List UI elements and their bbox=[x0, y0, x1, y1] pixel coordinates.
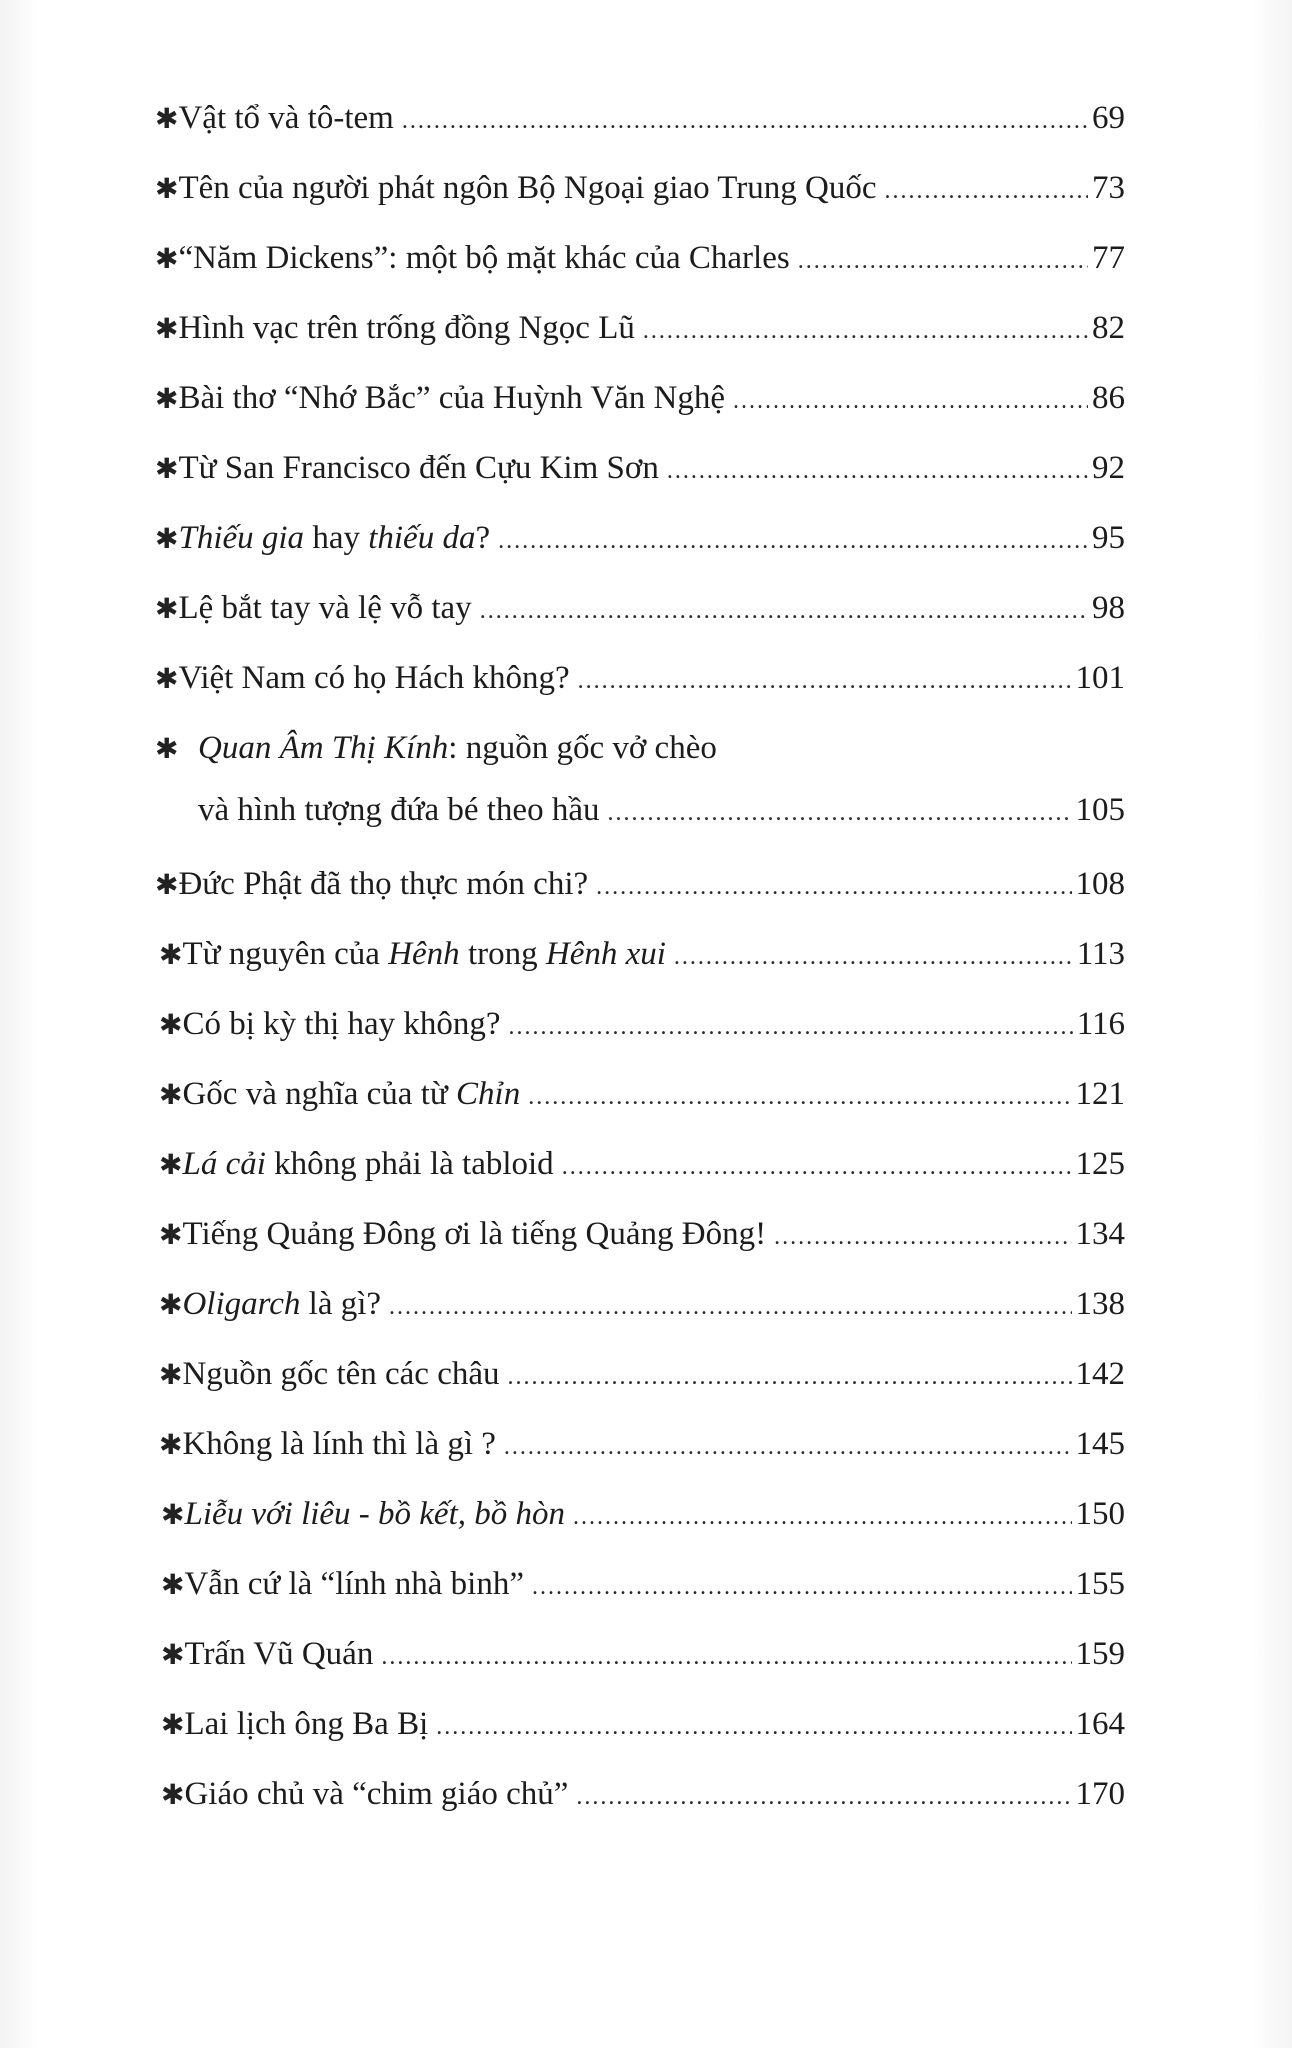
entry-title: Vật tổ và tô-tem bbox=[178, 100, 394, 136]
toc-entry bbox=[159, 1074, 1125, 1144]
leader-dots bbox=[596, 867, 1071, 907]
entry-title bbox=[182, 1074, 520, 1114]
toc-entry bbox=[159, 1354, 1125, 1424]
bullet-star-icon: ✱ bbox=[159, 1148, 183, 1181]
entry-title: Lệ bắt tay và lệ vỗ tay bbox=[178, 590, 472, 626]
leader-dots bbox=[532, 1567, 1072, 1607]
toc-entry bbox=[155, 168, 1125, 238]
leader-dots bbox=[578, 661, 1072, 701]
bullet-star-icon: ✱ bbox=[159, 1218, 183, 1251]
toc-entry bbox=[155, 98, 1125, 168]
entry-title-text: trong bbox=[459, 936, 546, 972]
page-number: 95 bbox=[1092, 520, 1125, 556]
bullet-star-icon: ✱ bbox=[155, 102, 179, 135]
entry-title-italic: Lá cải bbox=[182, 1146, 266, 1182]
entry-title-italic: Liễu với liêu - bồ kết, bồ hòn bbox=[184, 1496, 565, 1532]
page-number: 159 bbox=[1075, 1636, 1125, 1672]
leader-dots bbox=[508, 1357, 1072, 1397]
entry-title-text: ? bbox=[475, 520, 491, 556]
page-number: 142 bbox=[1075, 1356, 1125, 1392]
leader-dots bbox=[528, 1077, 1071, 1117]
toc-entry bbox=[155, 238, 1125, 308]
bullet-star-icon: ✱ bbox=[159, 1008, 183, 1041]
toc-entry bbox=[161, 1564, 1125, 1634]
bullet-star-icon: ✱ bbox=[155, 868, 179, 901]
table-of-contents bbox=[155, 98, 1125, 1844]
toc-entry bbox=[159, 1424, 1125, 1494]
leader-dots bbox=[607, 793, 1071, 833]
bullet-star-icon: ✱ bbox=[155, 592, 179, 625]
page-number: 150 bbox=[1075, 1496, 1125, 1532]
leader-dots bbox=[504, 1427, 1072, 1467]
leader-dots bbox=[389, 1287, 1071, 1327]
page-number: 101 bbox=[1075, 660, 1125, 696]
bullet-star-icon: ✱ bbox=[159, 1288, 183, 1321]
page-number: 92 bbox=[1092, 450, 1125, 486]
entry-title: Bài thơ “Nhớ Bắc” của Huỳnh Văn Nghệ bbox=[178, 380, 726, 416]
page-number: 98 bbox=[1092, 590, 1125, 626]
entry-title: Tên của người phát ngôn Bộ Ngoại giao Trung Quốc bbox=[178, 170, 877, 206]
toc-entry bbox=[161, 1774, 1125, 1844]
page-number: 73 bbox=[1092, 170, 1125, 206]
toc-entry bbox=[155, 588, 1125, 658]
bullet-star-icon: ✱ bbox=[155, 172, 179, 205]
toc-entry bbox=[155, 658, 1125, 728]
page-number: 155 bbox=[1075, 1566, 1125, 1602]
entry-title bbox=[182, 934, 665, 974]
entry-title-italic: Quan Âm Thị Kính bbox=[198, 730, 449, 766]
page-number: 77 bbox=[1092, 240, 1125, 276]
toc-entry bbox=[159, 1284, 1125, 1354]
entry-title-italic: Hênh xui bbox=[545, 936, 666, 972]
leader-dots bbox=[509, 1007, 1073, 1047]
entry-title: Từ San Francisco đến Cựu Kim Sơn bbox=[178, 450, 659, 486]
toc-entry bbox=[159, 1004, 1125, 1074]
toc-entry bbox=[155, 728, 1125, 864]
bullet-star-icon: ✱ bbox=[155, 732, 179, 765]
entry-title-italic: thiếu da bbox=[368, 520, 476, 556]
page-number: 108 bbox=[1075, 866, 1125, 902]
leader-dots bbox=[798, 241, 1088, 281]
bullet-star-icon: ✱ bbox=[159, 1358, 183, 1391]
bullet-star-icon: ✱ bbox=[159, 1078, 183, 1111]
toc-entry bbox=[161, 1704, 1125, 1774]
page-number: 145 bbox=[1075, 1426, 1125, 1462]
entry-title-text: không phải là tabloid bbox=[265, 1146, 554, 1182]
entry-title: Nguồn gốc tên các châu bbox=[182, 1356, 500, 1392]
toc-entry bbox=[155, 864, 1125, 934]
entry-title-text: : nguồn gốc vở chèo bbox=[448, 730, 717, 766]
page-number: 86 bbox=[1092, 380, 1125, 416]
leader-dots bbox=[436, 1707, 1071, 1747]
toc-entry bbox=[159, 1214, 1125, 1284]
entry-title: Không là lính thì là gì ? bbox=[182, 1426, 496, 1462]
leader-dots bbox=[576, 1777, 1071, 1817]
entry-title-text: hay bbox=[304, 520, 369, 556]
leader-dots bbox=[884, 171, 1088, 211]
entry-title: Hình vạc trên trống đồng Ngọc Lũ bbox=[178, 310, 635, 346]
entry-title bbox=[184, 1494, 565, 1534]
page-number: 116 bbox=[1076, 1006, 1125, 1042]
leader-dots bbox=[562, 1147, 1072, 1187]
toc-entry bbox=[155, 448, 1125, 518]
page-number: 164 bbox=[1075, 1706, 1125, 1742]
entry-title-text: Gốc và nghĩa của từ bbox=[182, 1076, 457, 1112]
leader-dots bbox=[480, 591, 1088, 631]
entry-title-text: Từ nguyên của bbox=[182, 936, 389, 972]
bullet-star-icon: ✱ bbox=[155, 662, 179, 695]
entry-title bbox=[182, 1284, 381, 1324]
toc-entry bbox=[155, 378, 1125, 448]
page-number: 170 bbox=[1075, 1776, 1125, 1812]
bullet-star-icon: ✱ bbox=[161, 1708, 185, 1741]
page-number: 138 bbox=[1075, 1286, 1125, 1322]
entry-title: “Năm Dickens”: một bộ mặt khác của Charles bbox=[178, 240, 790, 276]
bullet-star-icon: ✱ bbox=[155, 522, 179, 555]
entry-title: Giáo chủ và “chim giáo chủ” bbox=[184, 1776, 569, 1812]
bullet-star-icon: ✱ bbox=[155, 382, 179, 415]
entry-title bbox=[182, 1144, 553, 1184]
bullet-star-icon: ✱ bbox=[161, 1778, 185, 1811]
page-number: 105 bbox=[1075, 792, 1125, 828]
page-number: 125 bbox=[1075, 1146, 1125, 1182]
bullet-star-icon: ✱ bbox=[161, 1638, 185, 1671]
bullet-star-icon: ✱ bbox=[155, 242, 179, 275]
leader-dots bbox=[774, 1217, 1071, 1257]
bullet-star-icon: ✱ bbox=[155, 452, 179, 485]
toc-entry bbox=[161, 1494, 1125, 1564]
toc-entry bbox=[161, 1634, 1125, 1704]
entry-title-italic: Thiếu gia bbox=[178, 520, 305, 556]
bullet-star-icon: ✱ bbox=[161, 1568, 185, 1601]
leader-dots bbox=[667, 451, 1088, 491]
leader-dots bbox=[573, 1497, 1072, 1537]
leader-dots bbox=[643, 311, 1088, 351]
entry-title-italic: Chỉn bbox=[456, 1076, 521, 1112]
page-number: 134 bbox=[1075, 1216, 1125, 1252]
leader-dots bbox=[402, 101, 1088, 141]
leader-dots bbox=[674, 937, 1073, 977]
bullet-star-icon: ✱ bbox=[159, 1428, 183, 1461]
bullet-star-icon: ✱ bbox=[159, 938, 183, 971]
entry-title-text: là gì? bbox=[300, 1286, 382, 1322]
entry-title: Vẫn cứ là “lính nhà binh” bbox=[184, 1566, 524, 1602]
entry-title: Lai lịch ông Ba Bị bbox=[184, 1706, 429, 1742]
bullet-star-icon: ✱ bbox=[161, 1498, 185, 1531]
toc-entry bbox=[155, 518, 1125, 588]
entry-title: Đức Phật đã thọ thực món chi? bbox=[178, 866, 589, 902]
entry-title: Trấn Vũ Quán bbox=[184, 1636, 374, 1672]
entry-title-italic: Hênh bbox=[388, 936, 460, 972]
toc-entry bbox=[155, 308, 1125, 378]
page-number: 69 bbox=[1092, 100, 1125, 136]
leader-dots bbox=[498, 521, 1088, 561]
page-number: 113 bbox=[1076, 936, 1125, 972]
leader-dots bbox=[733, 381, 1088, 421]
entry-title-italic: Oligarch bbox=[182, 1286, 301, 1322]
toc-entry bbox=[159, 1144, 1125, 1214]
entry-title: Có bị kỳ thị hay không? bbox=[182, 1006, 501, 1042]
page-number: 82 bbox=[1092, 310, 1125, 346]
bullet-star-icon: ✱ bbox=[155, 312, 179, 345]
entry-title: Việt Nam có họ Hách không? bbox=[178, 660, 570, 696]
entry-title bbox=[198, 728, 717, 768]
entry-title bbox=[178, 518, 490, 558]
entry-title: Tiếng Quảng Đông ơi là tiếng Quảng Đông! bbox=[182, 1216, 767, 1252]
entry-title-line2: và hình tượng đứa bé theo hầu bbox=[198, 792, 600, 828]
leader-dots bbox=[381, 1637, 1071, 1677]
page-number: 121 bbox=[1075, 1076, 1125, 1112]
toc-entry bbox=[159, 934, 1125, 1004]
